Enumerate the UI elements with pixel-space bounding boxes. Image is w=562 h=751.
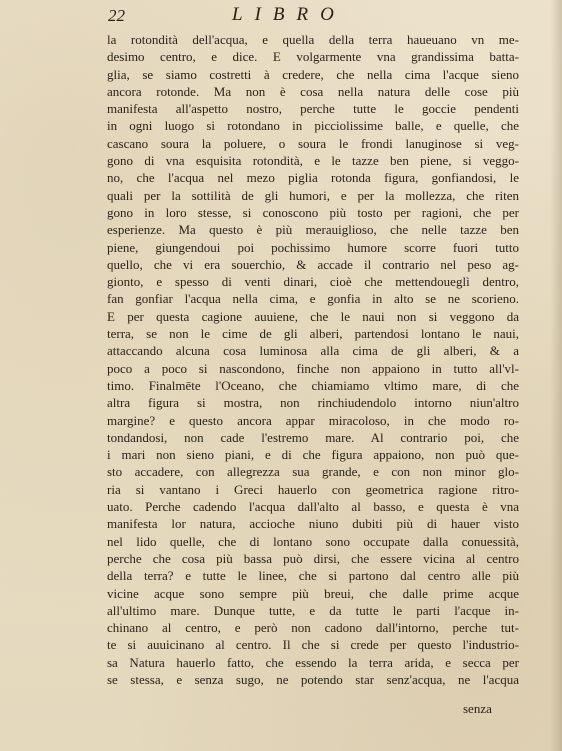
text-line: esperienze. Ma questo è più merauiglioso, che nelle tazze ben xyxy=(107,222,519,238)
text-line: tondandosi, non cade l'estremo mare. Al contrario poi, che xyxy=(107,429,519,445)
text-line: piene, giungendoui poi pochissimo humore scorre fuori tutto xyxy=(107,239,519,255)
text-line: la rotondità dell'acqua, e quella della terra haueuano vn me- xyxy=(107,32,519,47)
text-line: fan gonfiar l'acqua nella cima, e gonfia in alto se ne scorieno. xyxy=(107,291,519,307)
text-line: timo. Finalmēte l'Oceano, che chiamiamo vltimo mare, di che xyxy=(107,377,519,393)
text-line: terra, se non le cime de gli alberi, partendosi lontano le naui, xyxy=(107,326,519,342)
text-line: quello, che vi era souerchio, & accade il contrario nel peso ag- xyxy=(107,256,519,272)
text-line: i mari non sieno piani, e di che figura appaiono, non può que- xyxy=(107,447,519,463)
page-edge-shadow xyxy=(550,0,562,751)
text-line: della terra? e tutte le linee, che si partono dal centro alle più xyxy=(107,568,519,584)
text-line: manifesta all'aspetto nostro, perche tutte le goccie pendenti xyxy=(107,101,519,117)
text-line: no, che l'acqua nel mezo piglia rotonda figura, gonfiandosi, le xyxy=(107,170,519,186)
text-line: manifesta lor natura, accioche niuno dubiti più di hauer visto xyxy=(107,516,519,532)
text-line: uato. Perche cadendo l'acqua dall'alto al basso, e questa è vna xyxy=(107,499,519,515)
text-line: cascano soura la poluere, o soura le frondi lanuginose si veg- xyxy=(107,135,519,151)
text-line: ancora rotonde. Ma non è cosa nella natura delle cose più xyxy=(107,83,519,99)
text-line: desimo centro, e dice. E volgarmente vna grandissima batta- xyxy=(107,49,519,65)
text-line: nel lido quelle, che di lontano sono occupate dalla conuessità, xyxy=(107,533,519,549)
page-number: 22 xyxy=(108,6,125,25)
catchword: senza xyxy=(463,701,492,716)
text-line: E per questa cagione auuiene, che le naui non si veggono da xyxy=(107,308,519,324)
text-line: quali per la sottilità de gli humori, e per la mollezza, che riten xyxy=(107,187,519,203)
text-line: altra figura si mostra, non rinchiudendolo intorno niun'altro xyxy=(107,395,519,411)
text-line: sto accadere, con allegrezza sua grande, e con non minor glo- xyxy=(107,464,519,480)
text-line: gono in loro stesse, si conoscono più tosto per ragioni, che per xyxy=(107,204,519,220)
text-line: all'ultimo mare. Dunque tutte, e da tutte le parti l'acque in- xyxy=(107,602,519,618)
text-line: chinano al centro, e però non cadono dall'intorno, perche tut- xyxy=(107,620,519,636)
running-head: LIBRO xyxy=(232,4,346,25)
text-line: gionto, e spesso di venti dinari, cioè che mettendoueglì dentro, xyxy=(107,274,519,290)
text-line: gono di vna esquisita rotondità, e le tazze ben piene, si veggo- xyxy=(107,153,519,169)
text-line: margine? e questo ancora appar miracoloso, in che modo ro- xyxy=(107,412,519,428)
text-line: attaccando alcuna cosa luminosa alla cima de gli alberi, & a xyxy=(107,343,519,359)
text-line: vicine acque sono sempre più breui, che dalle prime acque xyxy=(107,585,519,601)
body-text xyxy=(107,31,519,688)
text-line: sa Natura hauerlo fatto, che essendo la terra arida, e secca per xyxy=(107,654,519,670)
text-line: perche che cosa più bassa può dirsi, che essere vicina al centro xyxy=(107,550,519,566)
text-line: ria si vantano i Greci hauerlo con geometrica ragione ritro- xyxy=(107,481,519,497)
text-line: glia, se siamo costretti à credere, che nella cima l'acque sieno xyxy=(107,66,519,82)
text-line: poco a poco si nascondono, finche non appaiono in tutto all'vl- xyxy=(107,360,519,376)
text-line: in ogni luogo si rotondano in picciolissime balle, e quelle, che xyxy=(107,118,519,134)
text-line: te si auuicinano al centro. Il che si crede per questo l'industrio- xyxy=(107,637,519,653)
text-line: se stessa, e senza sugo, ne potendo star senz'acqua, ne l'acqua xyxy=(107,671,519,687)
